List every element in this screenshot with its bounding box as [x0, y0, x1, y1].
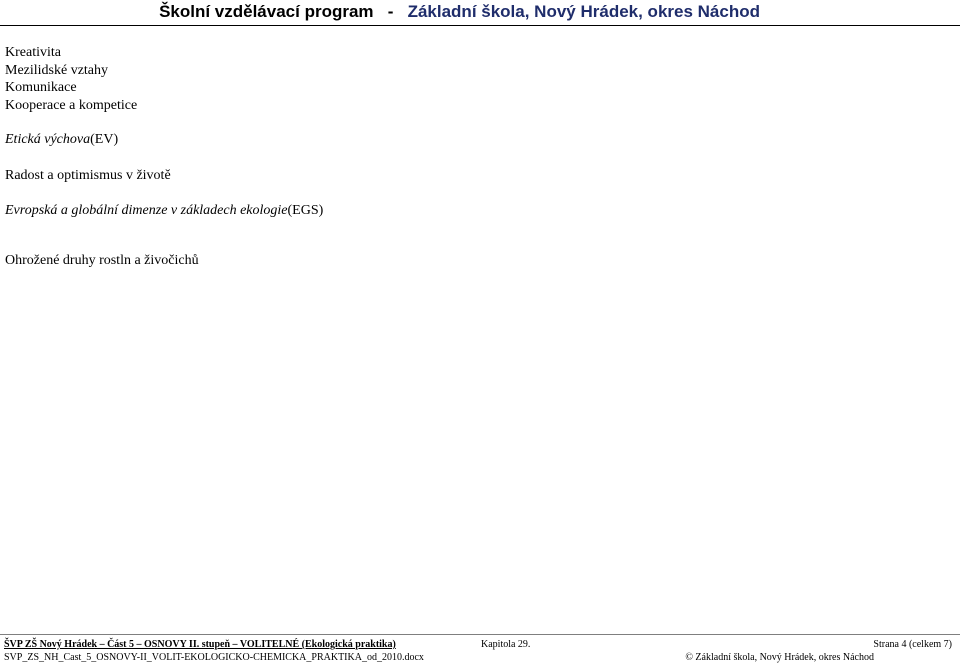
header-title — [159, 2, 760, 22]
section-title: Evropská a globální dimenze v základech ekologie — [5, 203, 288, 218]
document-body — [5, 44, 905, 269]
section-heading-egs — [5, 202, 905, 220]
header-separator: - — [387, 2, 394, 21]
footer-page-number: Strana 4 (celkem 7) — [873, 639, 952, 650]
topic-item: Radost a optimismus v životě — [5, 167, 171, 183]
page-header — [0, 0, 960, 26]
section-code: (EV) — [90, 132, 119, 147]
topic-item: Komunikace — [5, 80, 77, 95]
topic-item: Kreativita — [5, 45, 61, 60]
footer-filename: SVP_ZS_NH_Cast_5_OSNOVY-II_VOLIT-EKOLOGICKO-CHEMICKA_PRAKTIKA_od_2010.docx — [4, 652, 424, 663]
header-school-name: Základní škola, Nový Hrádek, okres Náchod — [407, 2, 760, 21]
header-program: Školní vzdělávací program — [159, 2, 374, 21]
topic-item: Mezilidské vztahy — [5, 62, 109, 78]
section-code: (EGS) — [287, 203, 324, 218]
footer-document-path: ŠVP ZŠ Nový Hrádek – Část 5 – OSNOVY II. stupeň – VOLITELNÉ (Ekologická praktika) — [4, 639, 396, 650]
footer-chapter: Kapitola 29. — [481, 639, 531, 650]
footer-row — [0, 651, 960, 664]
footer-copyright: © Základní škola, Nový Hrádek, okres Náchod — [685, 652, 874, 663]
topic-item: Kooperace a kompetice — [5, 97, 138, 113]
section-title: Etická výchova — [5, 132, 91, 147]
footer-row — [0, 638, 960, 651]
topic-item: Ohrožené druhy rostln a živočichů — [5, 252, 199, 268]
footer-divider — [0, 634, 960, 635]
section-heading-ev — [5, 131, 905, 149]
